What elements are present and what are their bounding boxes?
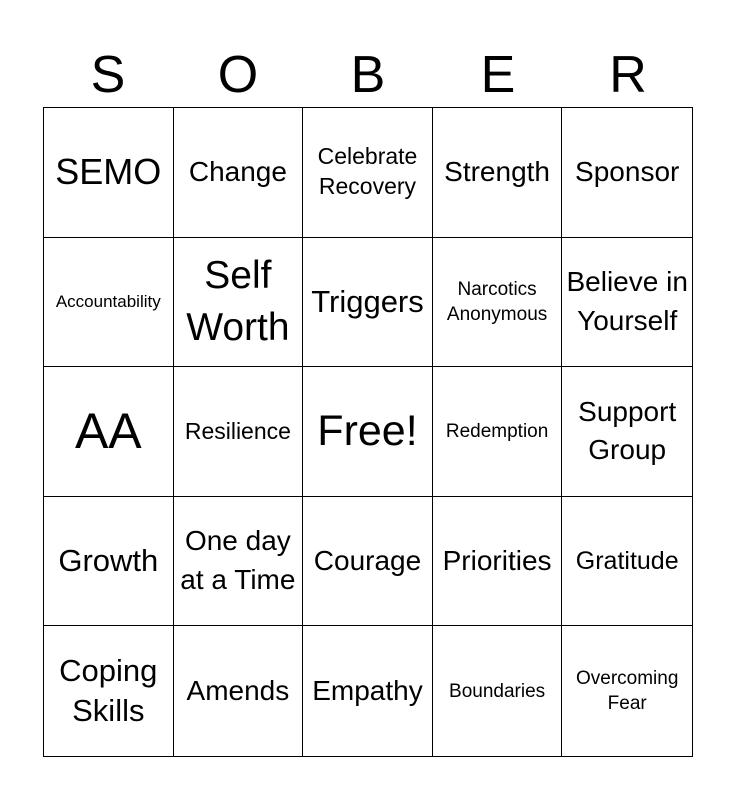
cell-label: Empathy bbox=[312, 674, 423, 706]
cell-label: Triggers bbox=[311, 283, 424, 319]
bingo-cell[interactable] bbox=[562, 367, 692, 497]
bingo-cell[interactable] bbox=[433, 497, 563, 627]
cell-label: Gratitude bbox=[575, 546, 679, 575]
cell-label: Growth bbox=[58, 542, 159, 578]
free-space[interactable] bbox=[303, 367, 433, 497]
cell-label: Priorities bbox=[442, 544, 552, 576]
bingo-cell[interactable] bbox=[174, 367, 304, 497]
bingo-cell[interactable] bbox=[433, 367, 563, 497]
cell-label: Overcoming Fear bbox=[575, 668, 679, 715]
cell-label: Resilience bbox=[184, 417, 291, 444]
cell-label: Support Group bbox=[578, 395, 677, 466]
bingo-cell[interactable] bbox=[303, 108, 433, 238]
bingo-cell[interactable] bbox=[433, 626, 563, 756]
cell-label: Celebrate Recovery bbox=[317, 143, 418, 200]
header-letter-b: B bbox=[350, 46, 386, 104]
cell-label: Courage bbox=[313, 544, 422, 576]
cell-label: Strength bbox=[444, 155, 551, 187]
header-letter-s: S bbox=[90, 46, 126, 104]
bingo-cell[interactable] bbox=[44, 367, 174, 497]
header-letter-r: R bbox=[609, 46, 647, 104]
cell-label: One day at a Time bbox=[180, 525, 296, 596]
bingo-cell[interactable] bbox=[44, 497, 174, 627]
bingo-cell[interactable] bbox=[44, 238, 174, 368]
bingo-cell[interactable] bbox=[562, 497, 692, 627]
header-letter-o: O bbox=[217, 46, 259, 104]
bingo-cell[interactable] bbox=[174, 108, 304, 238]
cell-label: AA bbox=[74, 403, 142, 460]
cell-label: Boundaries bbox=[449, 680, 546, 702]
bingo-cell[interactable] bbox=[562, 238, 692, 368]
bingo-cell[interactable] bbox=[44, 626, 174, 756]
bingo-cell[interactable] bbox=[174, 626, 304, 756]
cell-label: SEMO bbox=[55, 151, 162, 193]
bingo-cell[interactable] bbox=[562, 626, 692, 756]
cell-label: Free! bbox=[317, 406, 418, 455]
bingo-board bbox=[43, 107, 693, 757]
header-letter-e: E bbox=[480, 46, 516, 104]
bingo-cell[interactable] bbox=[174, 497, 304, 627]
bingo-cell[interactable] bbox=[562, 108, 692, 238]
cell-label: Accountability bbox=[55, 292, 161, 312]
bingo-cell[interactable] bbox=[174, 238, 304, 368]
cell-label: Coping Skills bbox=[59, 652, 158, 729]
bingo-cell[interactable] bbox=[433, 238, 563, 368]
cell-label: Narcotics Anonymous bbox=[446, 278, 548, 325]
cell-label: Amends bbox=[186, 674, 290, 706]
cell-label: Change bbox=[188, 155, 287, 187]
cell-label: Redemption bbox=[445, 420, 549, 442]
bingo-cell[interactable] bbox=[303, 497, 433, 627]
bingo-cell[interactable] bbox=[44, 108, 174, 238]
bingo-header bbox=[43, 42, 693, 108]
bingo-cell[interactable] bbox=[303, 238, 433, 368]
cell-label: Self Worth bbox=[186, 254, 290, 349]
cell-label: Believe in Yourself bbox=[566, 266, 688, 336]
bingo-cell[interactable] bbox=[303, 626, 433, 756]
cell-label: Sponsor bbox=[575, 155, 680, 187]
bingo-cell[interactable] bbox=[433, 108, 563, 238]
